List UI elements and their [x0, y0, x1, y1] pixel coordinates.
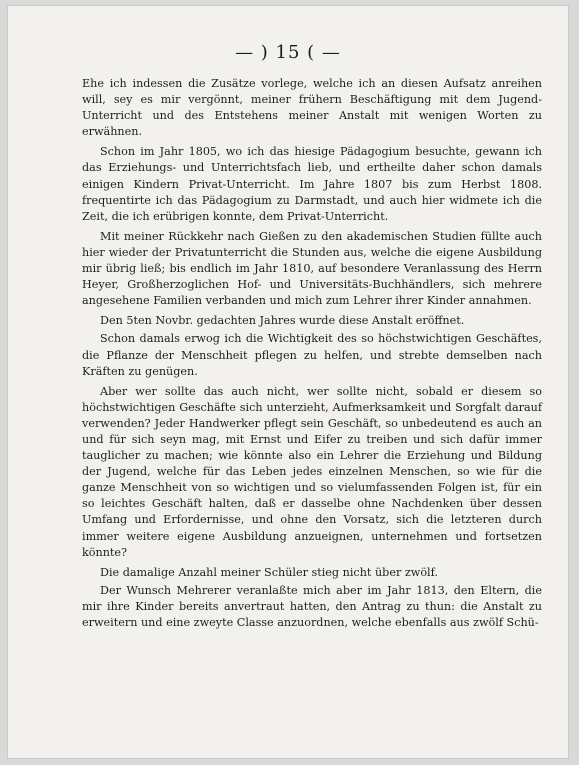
- paragraph-1: Ehe ich indessen die Zusätze vorlege, welche ich an diesen Aufsatz anreihen will, sey es mir vergönnt, meiner frühern Beschäftigung mit dem Jugend-Unterricht und des Entstehens meiner Anstalt mit wenigen Worten zu erwähnen.: [82, 77, 542, 139]
- paragraph-5: Schon damals erwog ich die Wichtigkeit des so höchstwichtigen Geschäftes, die Pflanze der Menschheit pflegen zu helfen, und strebte demselben nach Kräften zu genügen.: [82, 332, 542, 378]
- page-header: — ) 15 ( —: [235, 42, 341, 63]
- body-text: [82, 76, 542, 635]
- paragraph-6: Aber wer sollte das auch nicht, wer sollte nicht, sobald er diesem so höchstwichtigen Geschäfte sich unterzieht, Aufmerksamkeit und Sorgfalt darauf verwenden? Jeder Handwerker pflegt sein Geschäft, so unbedeutend es auch an und für sich seyn mag, mit Ernst und Eifer zu treiben und sich dafür immer tauglicher zu machen; wie könnte also ein Lehrer die Erziehung und Bildung der Jugend, welche für das Leben jedes einzelnen Menschen, so wie für die ganze Menschheit von so wichtigen und so vielumfassenden Folgen ist, für ein so leichtes Geschäft halten, daß er dasselbe ohne Nachdenken über dessen Umfang und Erfordernisse, und ohne den Vorsatz, sich die letzteren durch immer weitere eigene Ausbildung anzueignen, unternehmen und fortsetzen könnte?: [82, 384, 542, 559]
- paragraph-7: Die damalige Anzahl meiner Schüler stieg nicht über zwölf.: [100, 565, 438, 579]
- paragraph-2: Schon im Jahr 1805, wo ich das hiesige Pädagogium besuchte, gewann ich das Erziehungs- und Unterrichtsfach lieb, und ertheilte daher schon damals einigen Kindern Privat-Unterricht. Im Jahre 1807 bis zum Herbst 1808. frequentirte ich das Pädagogium zu Darmstadt, und auch hier widmete ich die Zeit, die ich erübrigen konnte, dem Privat-Unterricht.: [82, 145, 542, 223]
- paragraph-4: Den 5ten Novbr. gedachten Jahres wurde diese Anstalt eröffnet.: [100, 314, 465, 328]
- document-page: [8, 6, 568, 758]
- paragraph-3: Mit meiner Rückkehr nach Gießen zu den akademischen Studien füllte auch hier wieder der Privatunterricht die Stunden aus, welche die eigene Ausbildung mir übrig ließ; bis endlich im Jahr 1810, auf besondere Veranlassung des Herrn Heyer, Großherzoglichen Hof- und Universitäts-Buchhändlers, sich mehrere angesehene Familien verbanden und mich zum Lehrer ihrer Kinder annahmen.: [82, 229, 542, 308]
- paragraph-8: Der Wunsch Mehrerer veranlaßte mich aber im Jahr 1813, den Eltern, die mir ihre Kinder bereits anvertraut hatten, den Antrag zu thun: die Anstalt zu erweitern und eine zweyte Classe anzuordnen, welche ebenfalls aus zwölf Schü-: [82, 583, 542, 629]
